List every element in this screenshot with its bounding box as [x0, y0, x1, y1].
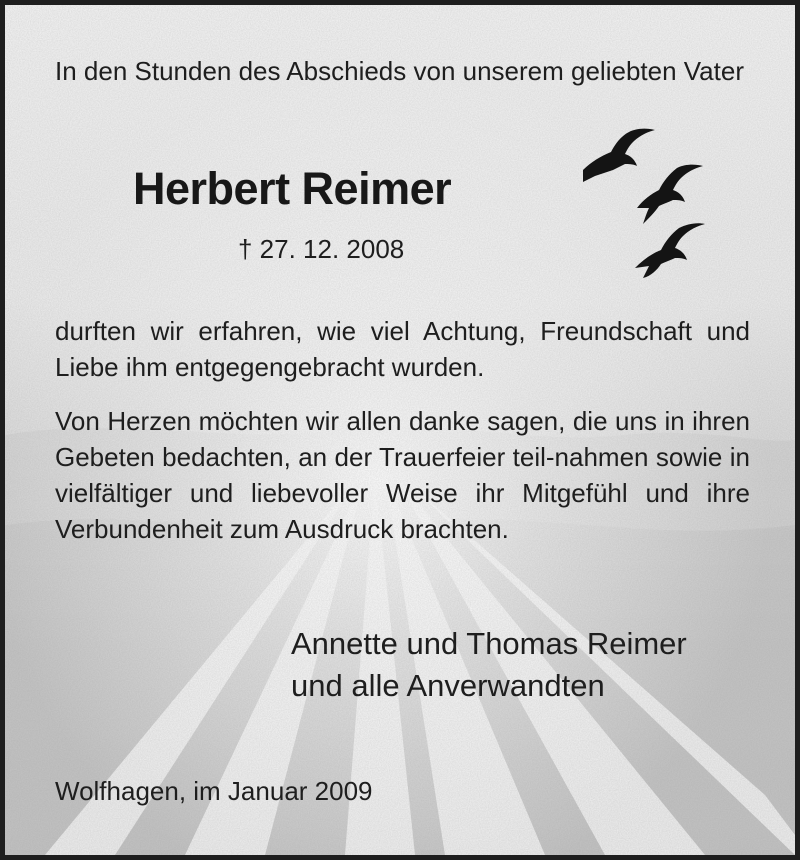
paragraph-gratitude: durften wir erfahren, wie viel Achtung, Freundschaft und Liebe ihm entgegengebracht wurden. [55, 316, 750, 382]
death-date: † 27. 12. 2008 [238, 234, 405, 264]
signature-line-2: und alle Anverwandten [291, 668, 605, 703]
paragraph-thanks: Von Herzen möchten wir allen danke sagen, die uns in ihren Gebeten bedachten, an der Trauerfeier teil-nahmen sowie in vielfältiger und liebevoller Weise ihr Mitgefühl und ihre Verbundenheit zum Ausdruck brachten. [55, 406, 750, 544]
place-date: Wolfhagen, im Januar 2009 [55, 776, 373, 806]
intro-text: In den Stunden des Abschieds von unserem geliebten Vater [55, 56, 744, 86]
signature-line-1: Annette und Thomas Reimer [291, 626, 687, 661]
deceased-name: Herbert Reimer [133, 163, 452, 214]
flying-birds-icon [577, 120, 717, 280]
signature [291, 623, 687, 707]
